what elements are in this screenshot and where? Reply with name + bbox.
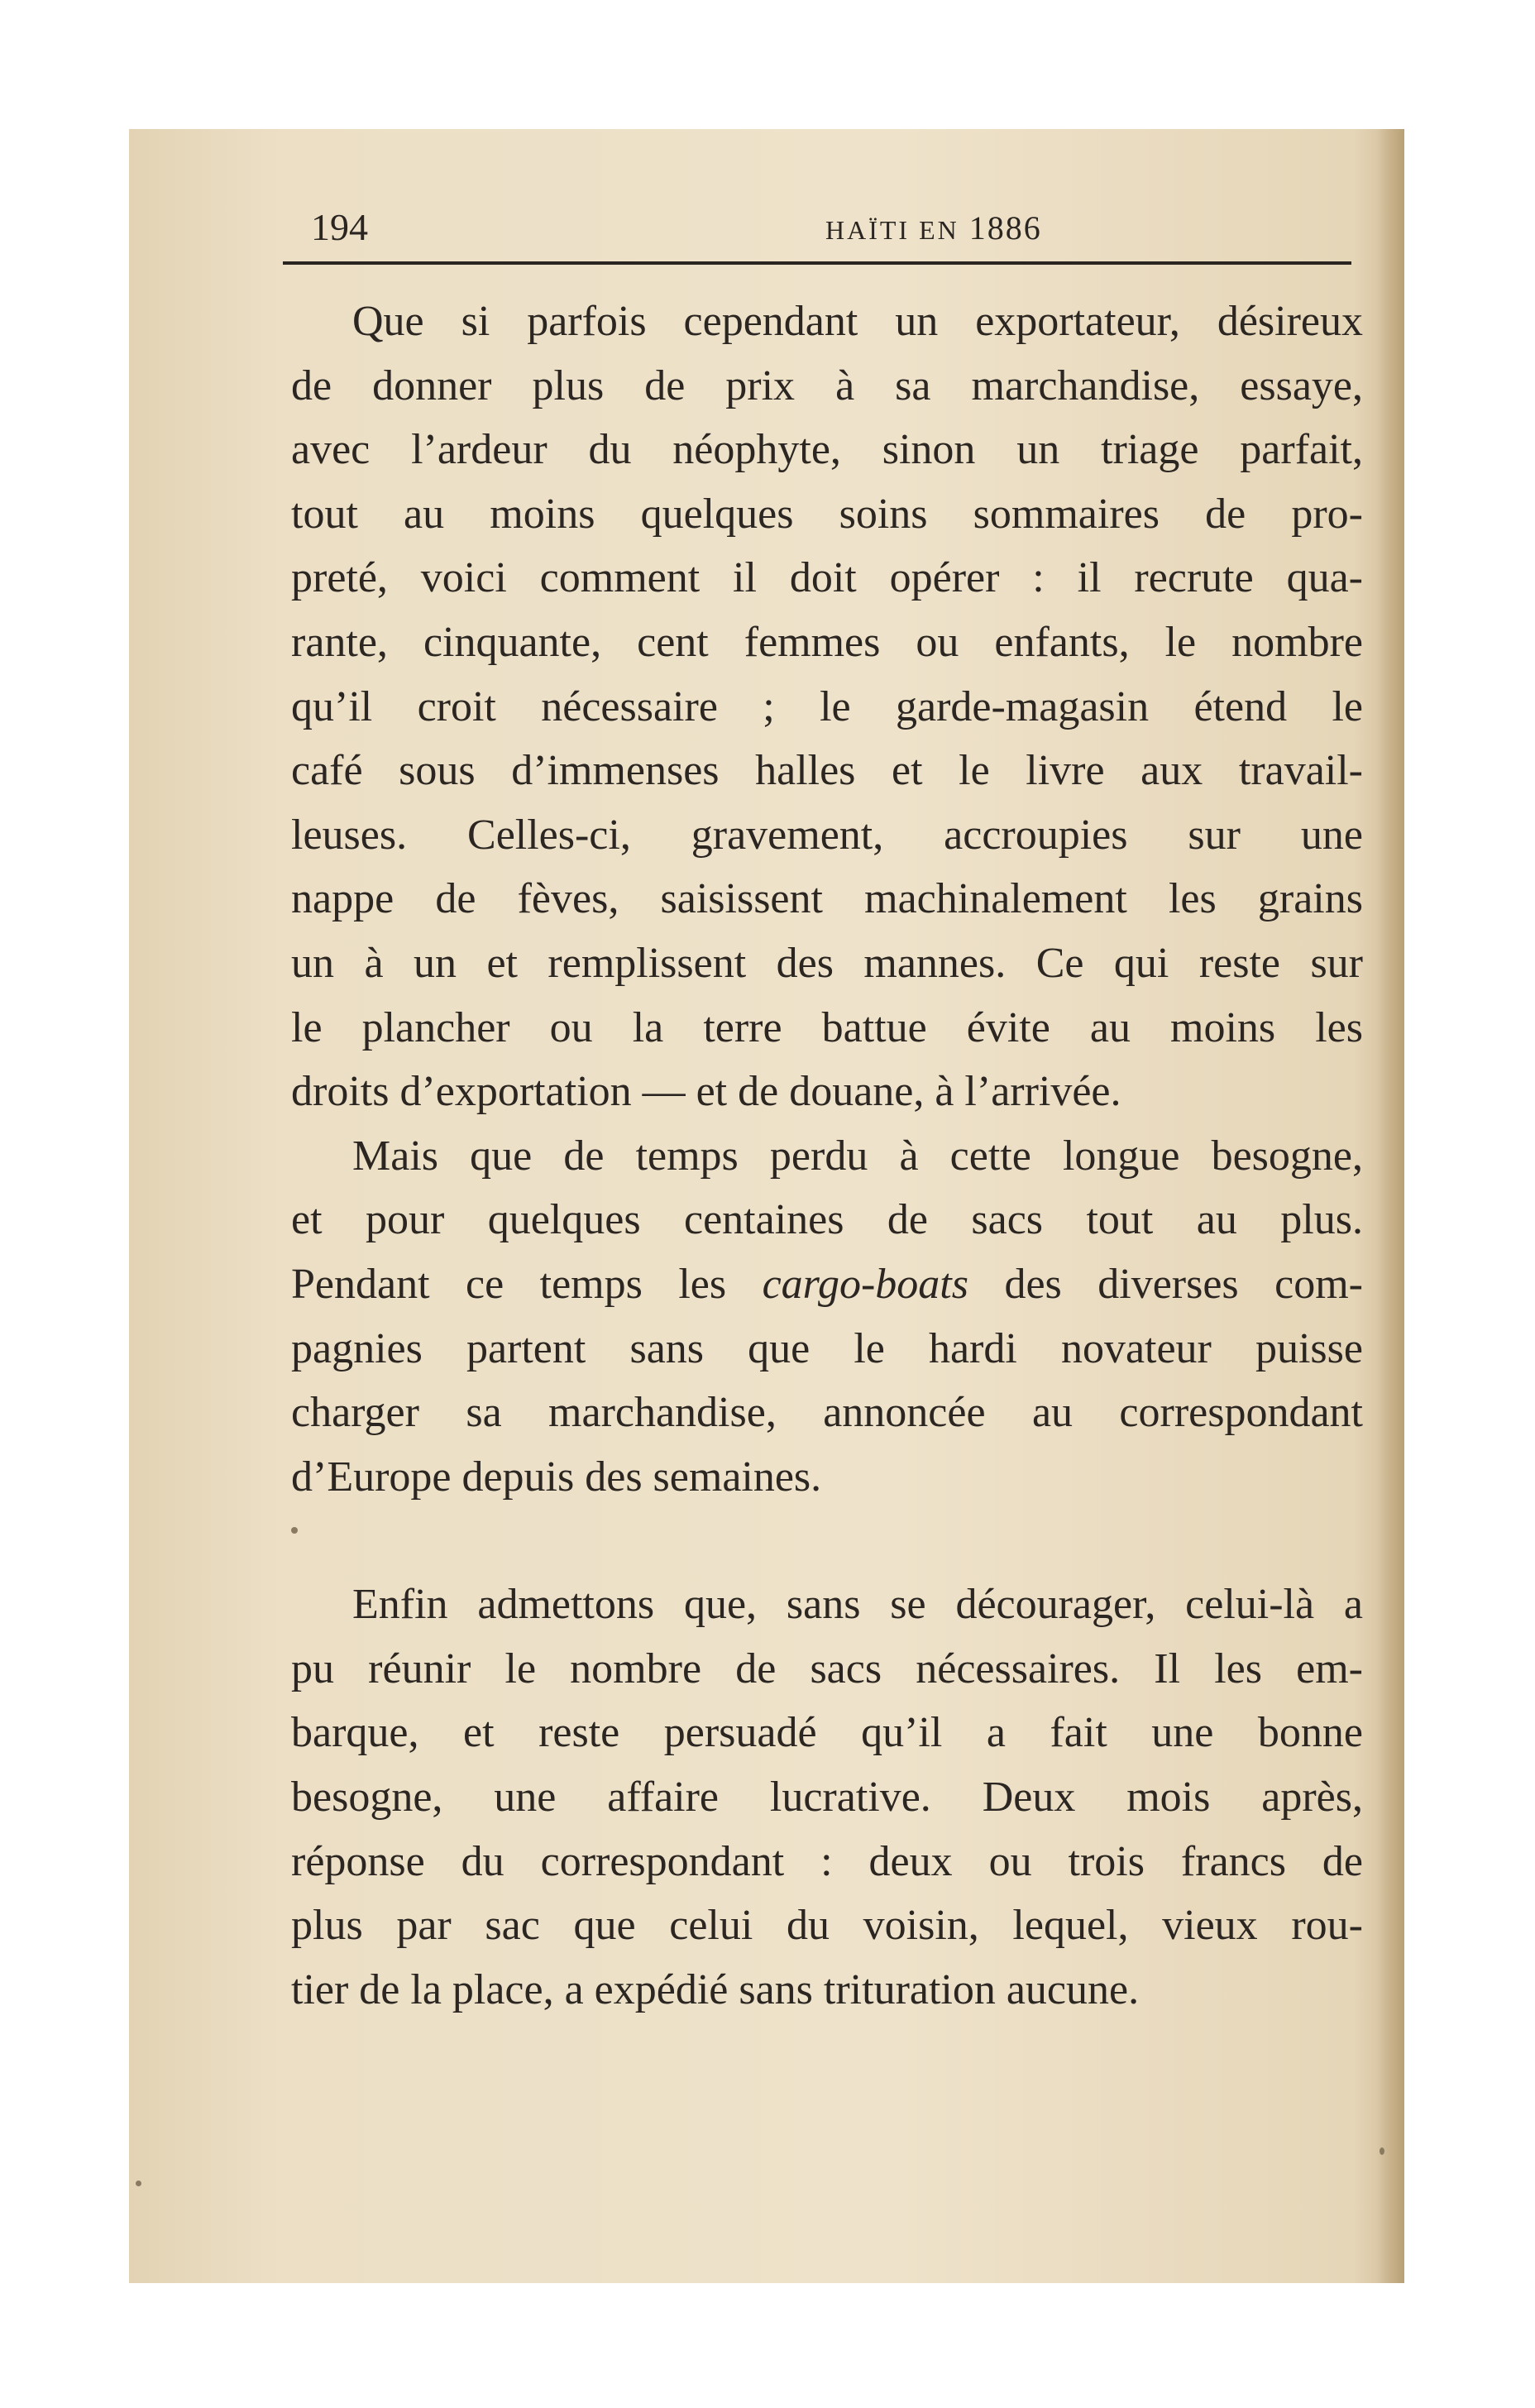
text-line: Mais que de temps perdu à cette longue besogne, xyxy=(352,1132,1363,1180)
text-line: plus par sac que celui du voisin, lequel, vieux rou- xyxy=(291,1902,1363,1950)
running-title-year: 1886 xyxy=(968,209,1042,247)
text-line: preté, voici comment il doit opérer : il recrute qua- xyxy=(291,554,1363,602)
text-line: avec l’ardeur du néophyte, sinon un triage parfait, xyxy=(291,426,1363,474)
paragraph-2 xyxy=(291,1124,1363,1510)
page-number: 194 xyxy=(311,206,368,248)
text-line: un à un et remplissent des mannes. Ce qui reste sur xyxy=(291,939,1363,987)
running-title xyxy=(825,208,1042,247)
running-head xyxy=(286,187,1404,270)
scanned-page xyxy=(129,129,1404,2283)
text-line: barque, et reste persuadé qu’il a fait une bonne xyxy=(291,1709,1363,1757)
text-line: droits d’exportation — et de douane, à l’arrivée. xyxy=(291,1068,1121,1116)
text-line: tout au moins quelques soins sommaires de pro- xyxy=(291,490,1363,538)
running-title-text: HAÏTI EN xyxy=(825,215,959,245)
paper-speck xyxy=(1380,2147,1384,2155)
text-line: le plancher ou la terre battue évite au moins les xyxy=(291,1003,1363,1051)
text-line: charger sa marchandise, annoncée au correspondant xyxy=(291,1389,1363,1437)
paragraph-3 xyxy=(291,1573,1363,2022)
text-line: tier de la place, a expédié sans trituration aucune. xyxy=(291,1965,1140,2013)
text-line: Que si parfois cependant un exportateur, désireux xyxy=(352,298,1363,345)
text-line: qu’il croit nécessaire ; le garde-magasin étend le xyxy=(291,682,1363,730)
text-run: des diverses com- xyxy=(968,1260,1363,1308)
text-line: pagnies partent sans que le hardi novateur puisse xyxy=(291,1324,1363,1372)
text-line: nappe de fèves, saisissent machinalement les grains xyxy=(291,875,1363,923)
text-line-with-italic xyxy=(291,1252,1363,1317)
paper-speck xyxy=(291,1527,298,1534)
text-run: Pendant ce temps les xyxy=(291,1260,763,1308)
italic-term: cargo-boats xyxy=(762,1260,968,1308)
text-line: besogne, une affaire lucrative. Deux mois après, xyxy=(291,1774,1363,1822)
paragraph-1 xyxy=(291,290,1363,1124)
text-line: de donner plus de prix à sa marchandise, essaye, xyxy=(291,361,1363,409)
body-text xyxy=(291,290,1363,2022)
text-line: d’Europe depuis des semaines. xyxy=(291,1453,822,1501)
text-line: et pour quelques centaines de sacs tout au plus. xyxy=(291,1196,1363,1244)
section-gap xyxy=(291,1509,1363,1573)
text-line: rante, cinquante, cent femmes ou enfants, le nombre xyxy=(291,618,1363,666)
text-line: Enfin admettons que, sans se décourager, celui-là a xyxy=(352,1581,1363,1629)
text-line: réponse du correspondant : deux ou trois francs de xyxy=(291,1837,1363,1885)
page-spine-shadow xyxy=(1376,129,1404,2283)
header-rule xyxy=(283,261,1351,265)
text-line: café sous d’immenses halles et le livre aux travail- xyxy=(291,747,1363,795)
paper-speck xyxy=(136,2181,141,2186)
text-line: leuses. Celles-ci, gravement, accroupies sur une xyxy=(291,811,1363,859)
text-line: pu réunir le nombre de sacs nécessaires. Il les em- xyxy=(291,1644,1363,1692)
